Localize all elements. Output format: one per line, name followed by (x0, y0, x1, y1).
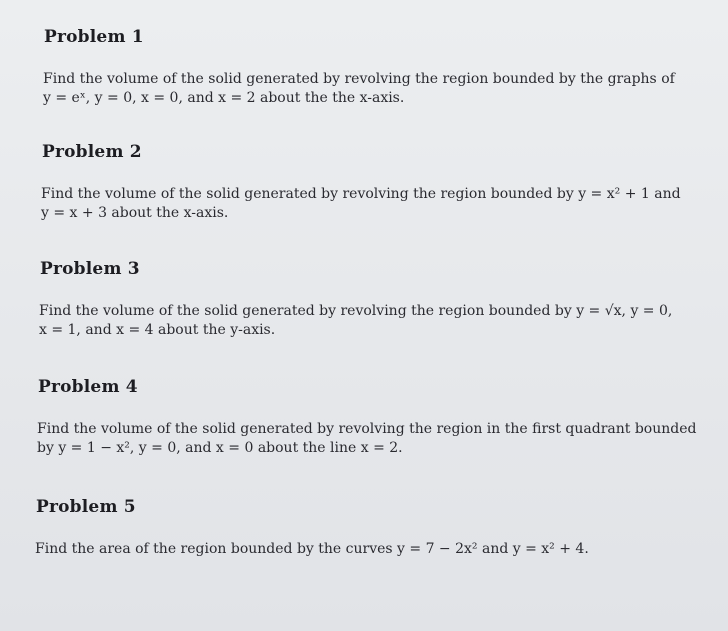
problem-2-line-1: Find the volume of the solid generated by revolving the region bounded by y = x² + 1 and (41, 186, 681, 202)
problem-1-line-1: Find the volume of the solid generated by revolving the region bounded by the graphs of (43, 71, 675, 87)
problem-2-title: Problem 2 (42, 142, 142, 162)
problem-2-line-2: y = x + 3 about the x-axis. (41, 205, 229, 221)
problem-4-title: Problem 4 (38, 377, 138, 397)
problem-3-line-1: Find the volume of the solid generated by revolving the region bounded by y = √x, y = 0, (39, 303, 673, 319)
problem-4-line-2: by y = 1 − x², y = 0, and x = 0 about the line x = 2. (37, 440, 403, 456)
problem-1-title: Problem 1 (44, 27, 144, 47)
problem-3-line-2: x = 1, and x = 4 about the y-axis. (39, 322, 276, 338)
problem-5-line-1: Find the area of the region bounded by the curves y = 7 − 2x² and y = x² + 4. (35, 541, 589, 557)
problem-1-line-2: y = eˣ, y = 0, x = 0, and x = 2 about the the x-axis. (43, 90, 405, 106)
problem-4-line-1: Find the volume of the solid generated by revolving the region in the first quadrant bounded (37, 421, 697, 437)
problem-5-title: Problem 5 (36, 497, 136, 517)
problem-3-title: Problem 3 (40, 259, 140, 279)
